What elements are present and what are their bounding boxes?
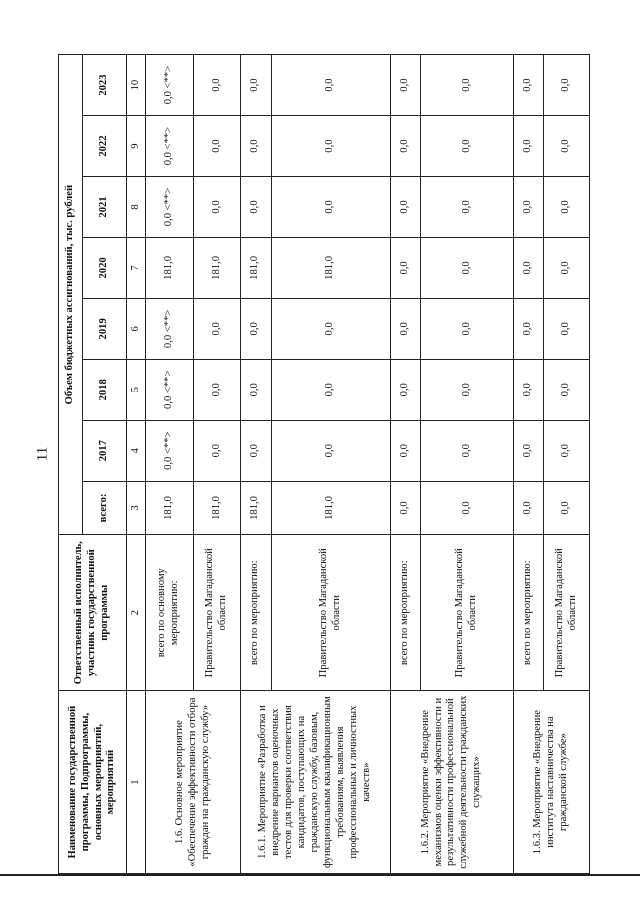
header-year: 2021 bbox=[83, 177, 127, 238]
row-value: 0,0 <**> bbox=[146, 55, 194, 116]
column-number: 3 bbox=[127, 481, 146, 535]
header-name: Наименование государственной программы, Подпрограммы, основных мероприятий, мероприятий bbox=[59, 691, 127, 874]
row-value: 0,0 bbox=[544, 359, 590, 420]
row-responsible: Правительство Магаданской области bbox=[271, 535, 390, 691]
table-row bbox=[514, 55, 544, 874]
row-value: 0,0 bbox=[514, 55, 544, 116]
row-value: 181,0 bbox=[241, 481, 271, 535]
header-year: 2023 bbox=[83, 55, 127, 116]
row-value: 0,0 bbox=[390, 359, 420, 420]
header-year: 2019 bbox=[83, 298, 127, 359]
column-number: 7 bbox=[127, 237, 146, 298]
row-value: 0,0 bbox=[193, 298, 241, 359]
row-value: 0,0 bbox=[271, 116, 390, 177]
row-responsible: Правительство Магаданской области bbox=[421, 535, 514, 691]
header-year: 2022 bbox=[83, 116, 127, 177]
table-row bbox=[241, 55, 271, 874]
row-responsible: Правительство Магаданской области bbox=[193, 535, 241, 691]
column-number: 6 bbox=[127, 298, 146, 359]
row-value: 0,0 <**> bbox=[146, 177, 194, 238]
row-value: 181,0 bbox=[193, 481, 241, 535]
row-value: 0,0 bbox=[544, 298, 590, 359]
row-value: 0,0 bbox=[544, 55, 590, 116]
row-value: 0,0 bbox=[390, 298, 420, 359]
row-value: 0,0 bbox=[421, 55, 514, 116]
row-value: 0,0 bbox=[271, 55, 390, 116]
row-value: 0,0 bbox=[241, 420, 271, 481]
row-value: 0,0 bbox=[390, 420, 420, 481]
column-number: 9 bbox=[127, 116, 146, 177]
row-value: 0,0 bbox=[271, 420, 390, 481]
row-value: 0,0 bbox=[390, 481, 420, 535]
row-value: 0,0 bbox=[514, 298, 544, 359]
row-name: 1.6.3. Мероприятие «Внедрение института наставничества на гражданской службе» bbox=[514, 691, 590, 874]
row-value: 0,0 bbox=[241, 298, 271, 359]
row-value: 181,0 bbox=[193, 237, 241, 298]
row-value: 0,0 <**> bbox=[146, 298, 194, 359]
row-value: 0,0 bbox=[421, 116, 514, 177]
row-value: 0,0 bbox=[514, 481, 544, 535]
row-responsible: всего по основному мероприятию: bbox=[146, 535, 194, 691]
row-name: 1.6.1. Мероприятие «Разработка и внедрение вариантов оценочных тестов для проверки соответствия кандидатов, поступающих на гражданскую службу, базовым, функциональным квалификационным требованиям, выявления профессиональных и личностных качеств» bbox=[241, 691, 390, 874]
table-row bbox=[390, 55, 420, 874]
page-number: 11 bbox=[34, 446, 51, 462]
row-value: 0,0 bbox=[390, 116, 420, 177]
row-responsible: всего по мероприятию: bbox=[514, 535, 544, 691]
bottom-rule bbox=[0, 874, 640, 876]
row-value: 0,0 bbox=[544, 177, 590, 238]
row-value: 0,0 bbox=[421, 481, 514, 535]
row-value: 181,0 bbox=[241, 237, 271, 298]
header-year: 2018 bbox=[83, 359, 127, 420]
column-number: 2 bbox=[127, 535, 146, 691]
row-responsible: всего по мероприятию: bbox=[241, 535, 271, 691]
row-value: 181,0 bbox=[146, 481, 194, 535]
row-value: 0,0 bbox=[193, 116, 241, 177]
row-value: 181,0 bbox=[271, 237, 390, 298]
row-value: 0,0 bbox=[193, 177, 241, 238]
row-value: 0,0 bbox=[514, 359, 544, 420]
header-year: 2020 bbox=[83, 237, 127, 298]
row-value: 0,0 bbox=[514, 420, 544, 481]
row-value: 0,0 bbox=[544, 481, 590, 535]
row-value: 181,0 bbox=[271, 481, 390, 535]
row-value: 0,0 bbox=[421, 177, 514, 238]
row-value: 0,0 bbox=[390, 55, 420, 116]
column-number-row bbox=[127, 55, 146, 874]
row-value: 0,0 bbox=[193, 55, 241, 116]
row-value: 0,0 bbox=[544, 237, 590, 298]
row-value: 0,0 bbox=[241, 55, 271, 116]
column-number: 5 bbox=[127, 359, 146, 420]
header-responsible: Ответственный исполнитель, участник государственной программы bbox=[59, 535, 127, 691]
row-value: 0,0 bbox=[193, 420, 241, 481]
row-value: 0,0 bbox=[241, 177, 271, 238]
column-number: 8 bbox=[127, 177, 146, 238]
column-number: 1 bbox=[127, 691, 146, 874]
row-value: 0,0 <**> bbox=[146, 420, 194, 481]
rotated-table-wrapper bbox=[58, 54, 590, 874]
row-value: 0,0 bbox=[514, 177, 544, 238]
row-name: 1.6.2. Мероприятие «Внедрение механизмов оценки эффективности и результативности профессиональной служебной деятельности гражданских служащих» bbox=[390, 691, 513, 874]
header-total: всего: bbox=[83, 481, 127, 535]
row-value: 0,0 bbox=[271, 177, 390, 238]
column-number: 10 bbox=[127, 55, 146, 116]
row-value: 0,0 bbox=[514, 116, 544, 177]
row-value: 0,0 <**> bbox=[146, 116, 194, 177]
row-value: 181,0 bbox=[146, 237, 194, 298]
table-viewport bbox=[58, 54, 590, 874]
row-value: 0,0 bbox=[241, 116, 271, 177]
row-value: 0,0 bbox=[544, 116, 590, 177]
row-value: 0,0 bbox=[421, 298, 514, 359]
budget-table bbox=[58, 54, 590, 874]
row-responsible: всего по мероприятию: bbox=[390, 535, 420, 691]
row-value: 0,0 bbox=[514, 237, 544, 298]
row-responsible: Правительство Магаданской области bbox=[544, 535, 590, 691]
row-value: 0,0 <**> bbox=[146, 359, 194, 420]
row-value: 0,0 bbox=[390, 237, 420, 298]
row-value: 0,0 bbox=[271, 359, 390, 420]
row-value: 0,0 bbox=[390, 177, 420, 238]
row-value: 0,0 bbox=[271, 298, 390, 359]
row-value: 0,0 bbox=[421, 359, 514, 420]
header-year: 2017 bbox=[83, 420, 127, 481]
row-value: 0,0 bbox=[241, 359, 271, 420]
row-value: 0,0 bbox=[421, 420, 514, 481]
row-value: 0,0 bbox=[193, 359, 241, 420]
row-value: 0,0 bbox=[421, 237, 514, 298]
header-budget: Объем бюджетных ассигнований, тыс. рублей bbox=[59, 55, 83, 535]
row-value: 0,0 bbox=[544, 420, 590, 481]
column-number: 4 bbox=[127, 420, 146, 481]
row-name: 1.6. Основное мероприятие «Обеспечение эффективности отбора граждан на гражданскую службу» bbox=[146, 691, 241, 874]
table-row bbox=[146, 55, 194, 874]
